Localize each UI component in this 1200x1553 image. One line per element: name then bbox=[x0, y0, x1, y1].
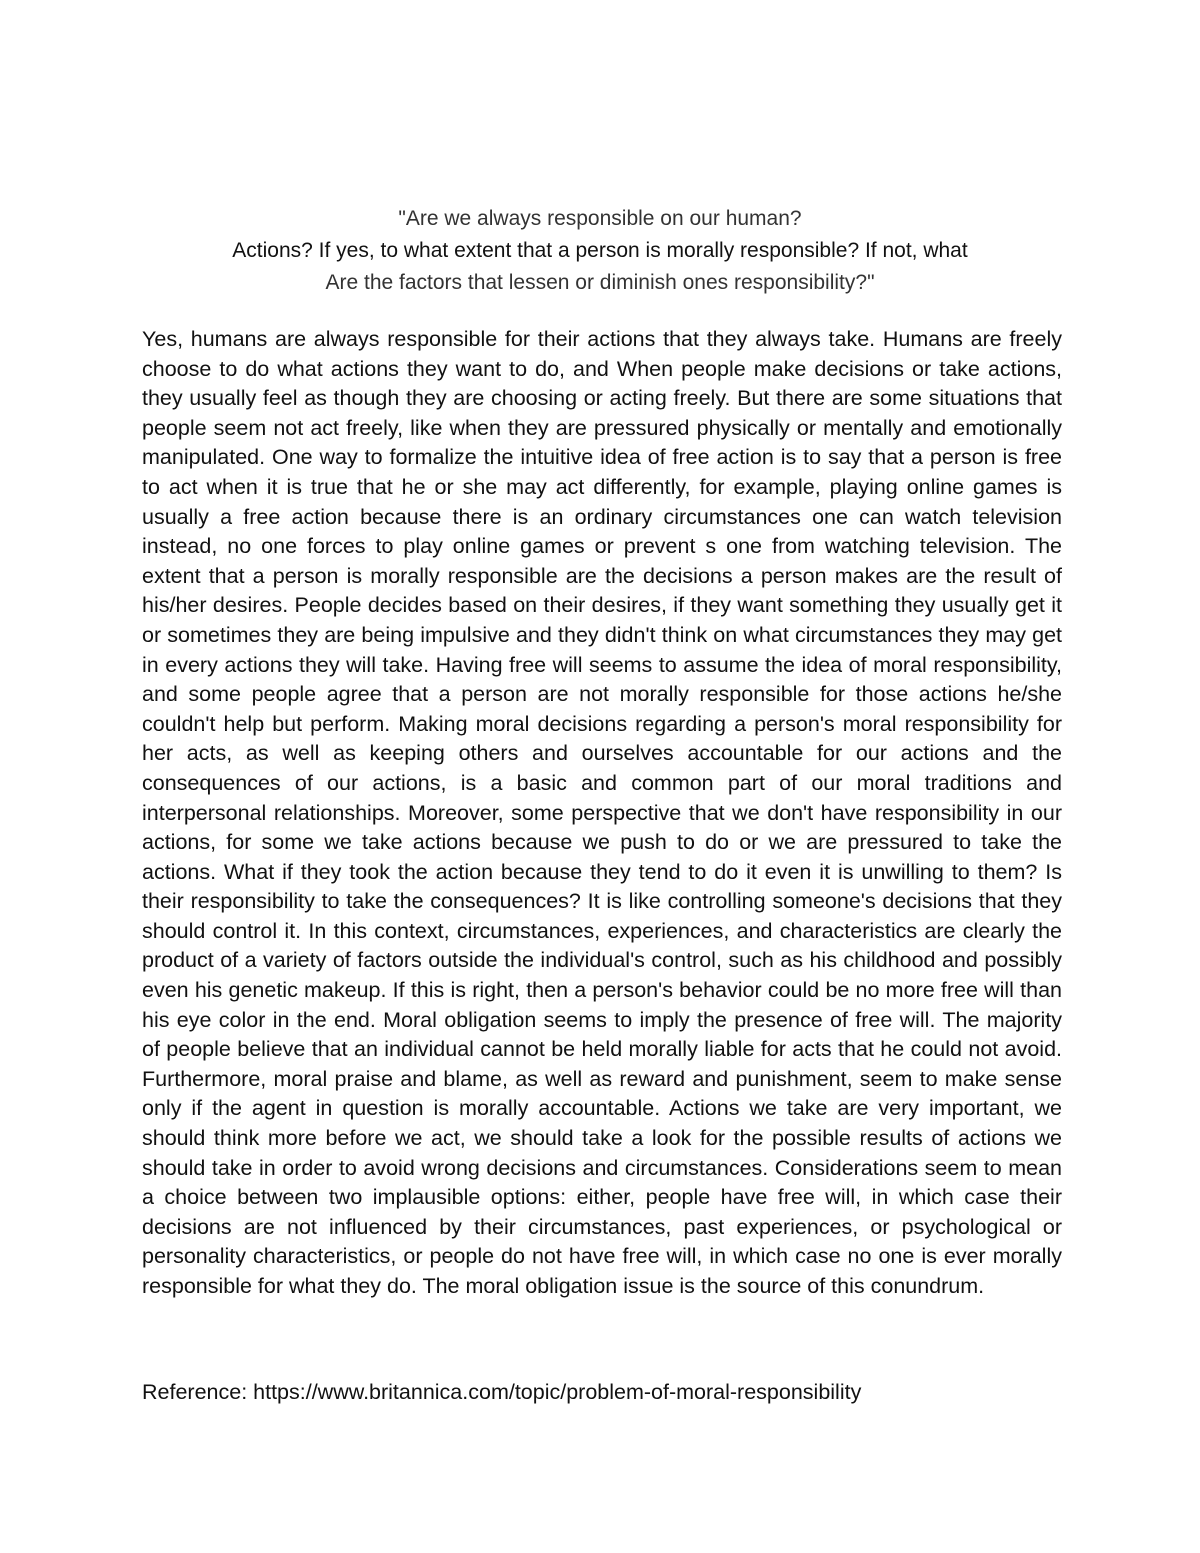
title-line-3: Are the factors that lessen or diminish ones responsibility?" bbox=[325, 271, 875, 294]
document-title bbox=[120, 203, 1080, 299]
body-paragraph: Yes, humans are always responsible for their actions that they always take. Humans are freely choose to do what actions they want to do, and When people make decisions or take actions, they usually feel as though they are choosing or acting freely. But there are some situations that people seem not act freely, like when they are pressured physically or mentally and emotionally manipulated. One way to formalize the intuitive idea of free action is to say that a person is free to act when it is true that he or she may act differently, for example, playing online games is usually a free action because there is an ordinary circumstances one can watch television instead, no one forces to play online games or prevent s one from watching television. The extent that a person is morally responsible are the decisions a person makes are the result of his/her desires. People decides based on their desires, if they want something they usually get it or sometimes they are being impulsive and they didn't think on what circumstances they may get in every actions they will take. Having free will seems to assume the idea of moral responsibility, and some people agree that a person are not morally responsible for those actions he/she couldn't help but perform. Making moral decisions regarding a person's moral responsibility for her acts, as well as keeping others and ourselves accountable for our actions and the consequences of our actions, is a basic and common part of our moral traditions and interpersonal relationships. Moreover, some perspective that we don't have responsibility in our actions, for some we take actions because we push to do or we are pressured to take the actions. What if they took the action because they tend to do it even it is unwilling to them? Is their responsibility to take the consequences? It is like controlling someone's decisions that they should control it. In this context, circumstances, experiences, and characteristics are clearly the product of a variety of factors outside the individual's control, such as his childhood and possibly even his genetic makeup. If this is right, then a person's behavior could be no more free will than his eye color in the end. Moral obligation seems to imply the presence of free will. The majority of people believe that an individual cannot be held morally liable for acts that he could not avoid. Furthermore, moral praise and blame, as well as reward and punishment, seem to make sense only if the agent in question is morally accountable. Actions we take are very important, we should think more before we act, we should take a look for the possible results of actions we should take in order to avoid wrong decisions and circumstances. Considerations seem to mean a choice between two implausible options: either, people have free will, in which case their decisions are not influenced by their circumstances, past experiences, or psychological or personality characteristics, or people do not have free will, in which case no one is ever morally responsible for what they do. The moral obligation issue is the source of this conundrum. bbox=[142, 327, 1062, 1298]
title-line-1: "Are we always responsible on our human? bbox=[398, 207, 802, 230]
reference-line: Reference: https://www.britannica.com/topic/problem-of-moral-responsibility bbox=[142, 1380, 862, 1404]
title-line-2: Actions? If yes, to what extent that a person is morally responsible? If not, what bbox=[232, 239, 968, 262]
